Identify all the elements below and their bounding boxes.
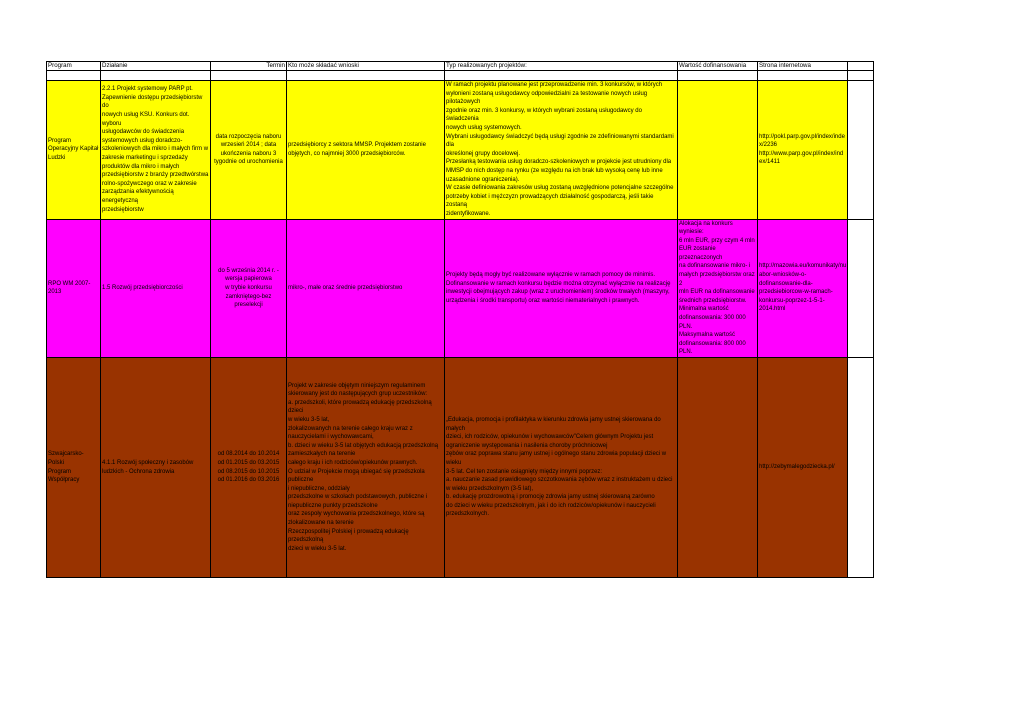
cell-kto[interactable]: Projekt w zakresie objętym niniejszym regulaminem skierowany jest do następujących grup uczestników: a. przedszkoli, które prowadzą edukację przedszkolną dzieci w wieku 3-5 lat, zlokalizowanych na terenie całego kraju wraz z nauczycielami i wychowawcami, b. dzieci w wieku 3-5 lat objętych edukacją przedszkolną zamieszkałych na terenie całego kraju i ich rodziców/opiekunów prawnych. O udział w Projekcie mogą ubiegać się przedszkola publiczne i niepubliczne, oddziały przedszkolne w szkołach podstawowych, publiczne i niepubliczne punkty przedszkolne oraz zespoły wychowania przedszkolnego, które są zlokalizowane na terenie Rzeczpospolitej Polskiej i prowadzą edukację przedszkolną dzieci w wieku 3-5 lat. <box>287 358 445 578</box>
empty-cell[interactable] <box>287 71 445 81</box>
header-program[interactable]: Program <box>47 62 101 71</box>
cell-wartosc[interactable] <box>678 358 758 578</box>
header-strona[interactable]: Strona internetowa <box>758 62 848 71</box>
table-row <box>47 81 874 220</box>
header-row <box>47 62 874 71</box>
empty-cell[interactable] <box>848 71 874 81</box>
table-row <box>47 219 874 358</box>
cell-termin[interactable]: do 5 września 2014 r. - wersja papierowa w trybie konkursu zamkniętego-bez preselekcji <box>211 219 287 358</box>
table-row <box>47 358 874 578</box>
blank-row <box>47 71 874 81</box>
empty-cell[interactable] <box>848 81 874 220</box>
empty-cell[interactable] <box>758 71 848 81</box>
cell-termin[interactable]: od 08.2014 do 10.2014 od 01.2015 do 03.2015 od 08.2015 do 10.2015 od 01.2016 do 03.2016 <box>211 358 287 578</box>
cell-typ[interactable]: W ramach projektu planowane jest przeprowadzenie min. 3 konkursów, w których wyłonieni zostaną usługodawcy odpowiedzialni za testowanie nowych usług pilotażowych zgodnie oraz min. 3 konkursy, w których wybrani zostaną usługodawcy do świadczenia nowych usług systemowych. Wybrani usługodawcy świadczyć będą usługi zgodnie ze zdefiniowanymi standardami dla określonej grupy docelowej. Przesłanką testowania usług doradczo-szkoleniowych w projekcie jest utrudniony dla MMSP do nich dostęp na rynku (ze względu na ich brak lub wysoką cenę lub inne uzasadnione ograniczenia). W czasie definiowania zakresów usług zostaną uwzględnione potencjalne szczególne potrzeby kobiet i mężczyzn prowadzących działalność gospodarczą, jeśli takie zostaną zidentyfikowane. <box>445 81 678 220</box>
header-dzialanie[interactable]: Działanie <box>101 62 211 71</box>
empty-cell[interactable] <box>848 219 874 358</box>
cell-dzialanie[interactable]: 2.2.1 Projekt systemowy PARP pt. Zapewnienie dostępu przedsiębiorstw do nowych usług KSU. Konkurs dot. wyboru usługodawców do świadczenia systemowych usług doradczo- szkoleniowych dla mikro i małych firm w zakresie marketingu i sprzedaży produktów dla mikro i małych przedsiębiorstw z branży przedtwórstwa rolno-spożywczego oraz w zakresie zarządzania efektywnością energetyczną przedsiębiorstw <box>101 81 211 220</box>
empty-cell[interactable] <box>848 358 874 578</box>
cell-typ[interactable]: „Edukacja, promocja i profilaktyka w kierunku zdrowia jamy ustnej skierowana do małych dzieci, ich rodziców, opiekunów i wychowawców"Celem głównym Projektu jest ograniczenie występowania i nasilenia choroby próchnicowej zębów oraz poprawa stanu jamy ustnej i ogólnego stanu zdrowia populacji dzieci w wieku 3-5 lat. Cel ten zostanie osiągnięty między innymi poprzez: a. nauczanie zasad prawidłowego szczotkowania zębów wraz z instruktażem u dzieci w wieku przedszkolnym (3-5 lat), b. edukację prozdrowotną i promocję zdrowia jamy ustnej skierowaną zarówno do dzieci w wieku przedszkolnym, jak i do ich rodziców/opiekunów i nauczycieli przedszkolnych. <box>445 358 678 578</box>
header-termin[interactable]: Termin <box>211 62 287 71</box>
cell-dzialanie[interactable]: 4.1.1 Rozwój społeczny i zasobów ludzkich - Ochrona zdrowia <box>101 358 211 578</box>
header-kto[interactable]: Kto może składać wnioski <box>287 62 445 71</box>
empty-cell[interactable] <box>101 71 211 81</box>
cell-strona[interactable]: http://zebymalegodziecka.pl/ <box>758 358 848 578</box>
empty-cell[interactable] <box>445 71 678 81</box>
cell-wartosc[interactable]: Alokacja na konkurs wyniesie: 6 mln EUR, przy czym 4 mln EUR zostanie przeznaczonych na dofinansowanie mikro- i małych przedsiębiorstw oraz 2 mln EUR na dofinansowanie średnich przedsiębiorstw. Minimalna wartość dofinansowania: 300 000 PLN. Maksymalna wartość dofinansowania: 800 000 PLN. <box>678 219 758 358</box>
empty-cell[interactable] <box>211 71 287 81</box>
header-typ[interactable]: Typ realizowanych projektów: <box>445 62 678 71</box>
header-wartosc[interactable]: Wartość dofinansowania <box>678 62 758 71</box>
cell-program[interactable]: RPO WM 2007- 2013 <box>47 219 101 358</box>
cell-program[interactable]: Szwajcarsko-Polski Program Współpracy <box>47 358 101 578</box>
cell-strona[interactable]: http://mazowia.eu/komunikaty/nu abor-wniosków-o- dofinansowanie-dla- przedsiebiorcow-w-ramach- konkursu-poprzez-1-5-1- 2014.html <box>758 219 848 358</box>
cell-dzialanie[interactable]: 1.5 Rozwój przedsiębiorczości <box>101 219 211 358</box>
cell-kto[interactable]: mikro-, małe oraz średnie przedsiębiorstwo <box>287 219 445 358</box>
funding-table <box>46 61 874 578</box>
empty-cell[interactable] <box>678 71 758 81</box>
cell-strona[interactable]: http://pokl.parp.gov.pl/index/inde x/2236 http://www.parp.gov.pl/index/ind ex/1411 <box>758 81 848 220</box>
empty-cell[interactable] <box>47 71 101 81</box>
cell-termin[interactable]: data rozpoczęcia naboru wrzesień 2014 ; data ukończenia naboru 3 tygodnie od urochomienia <box>211 81 287 220</box>
cell-kto[interactable]: przedsiębiorcy z sektora MMSP. Projektem zostanie objętych, co najmniej 3000 przedsiębiorców. <box>287 81 445 220</box>
cell-typ[interactable]: Projekty będą mogły być realizowane wyłącznie w ramach pomocy de minimis. Dofinansowanie w ramach konkursu będzie można otrzymać wyłącznie na realizację inwestycji obejmujących zakup (wraz z uruchomieniem) środków trwałych (maszyny, urządzenia i środki transportu) oraz wartości niematerialnych i prawnych. <box>445 219 678 358</box>
cell-wartosc[interactable] <box>678 81 758 220</box>
empty-cell[interactable] <box>848 62 874 71</box>
cell-program[interactable]: Program Operacyjny Kapitał Ludzki <box>47 81 101 220</box>
